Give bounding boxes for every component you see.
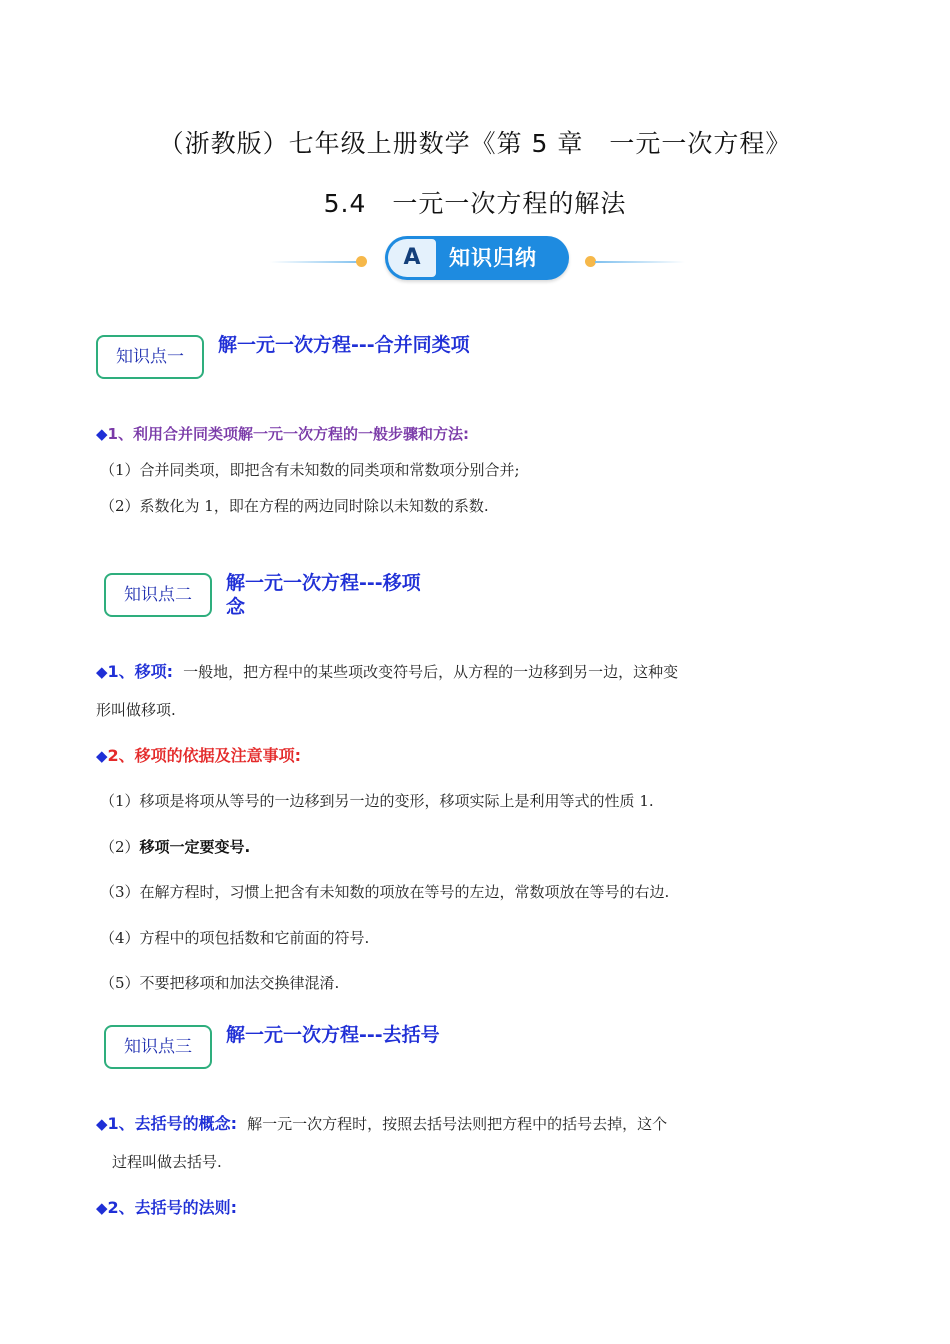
banner-line-right [595,261,685,263]
banner-dot-left [356,256,367,267]
list-item: （5）不要把移项和加法交换律混淆. [100,974,340,992]
knowledge-point-box-3: 知识点三 [104,1025,212,1069]
list-item [100,837,250,857]
banner-line-left [270,261,362,263]
point-title: 2、去括号的法则: [107,1198,238,1217]
point-heading [96,424,469,444]
point-heading [96,746,301,766]
diamond-icon: ◆ [96,747,108,765]
knowledge-banner [385,236,569,280]
list-item: （1）合并同类项，即把含有未知数的同类项和常数项分别合并; [100,461,520,479]
knowledge-point-heading-1: 解一元一次方程---合并同类项 [218,334,470,356]
point-title: 1、去括号的概念: [107,1114,238,1133]
list-item-number: （2） [100,838,140,856]
diamond-icon: ◆ [96,663,108,681]
knowledge-point-heading-2: 解一元一次方程---移项 [226,572,421,594]
banner-letter: A [388,239,436,277]
banner-label: 知识归纳 [449,246,537,270]
knowledge-point-heading-3: 解一元一次方程---去括号 [226,1024,440,1046]
list-item: （1）移项是将项从等号的一边移到另一边的变形，移项实际上是利用等式的性质 1. [100,792,654,810]
heading-overflow-text: 念 [226,596,246,618]
point-paragraph [96,662,678,682]
list-item-emphasis: 移项一定要变号. [139,838,251,856]
list-item: （3）在解方程时，习惯上把含有未知数的项放在等号的左边，常数项放在等号的右边. [100,883,670,901]
document-title: （浙教版）七年级上册数学《第 5 章 一元一次方程》 [158,129,792,158]
list-item: （2）系数化为 1，即在方程的两边同时除以未知数的系数. [100,497,489,515]
point-text: 一般地，把方程中的某些项改变符号后，从方程的一边移到另一边，这种变 [183,663,679,681]
point-title: 1、移项: [107,662,174,681]
point-title: 2、移项的依据及注意事项: [107,746,302,765]
point-paragraph [96,1114,667,1134]
knowledge-point-box-1: 知识点一 [96,335,204,379]
point-text-continued: 形叫做移项. [96,701,176,719]
point-title: 1、利用合并同类项解一元一次方程的一般步骤和方法: [107,425,469,443]
point-heading [96,1198,237,1218]
knowledge-point-box-2: 知识点二 [104,573,212,617]
list-item: （4）方程中的项包括数和它前面的符号. [100,929,370,947]
diamond-icon: ◆ [96,1199,108,1217]
point-text-continued: 过程叫做去括号. [112,1153,222,1171]
point-text: 解一元一次方程时，按照去括号法则把方程中的括号去掉，这个 [247,1115,668,1133]
diamond-icon: ◆ [96,425,108,443]
diamond-icon: ◆ [96,1115,108,1133]
section-title: 5.4 一元一次方程的解法 [323,189,627,218]
